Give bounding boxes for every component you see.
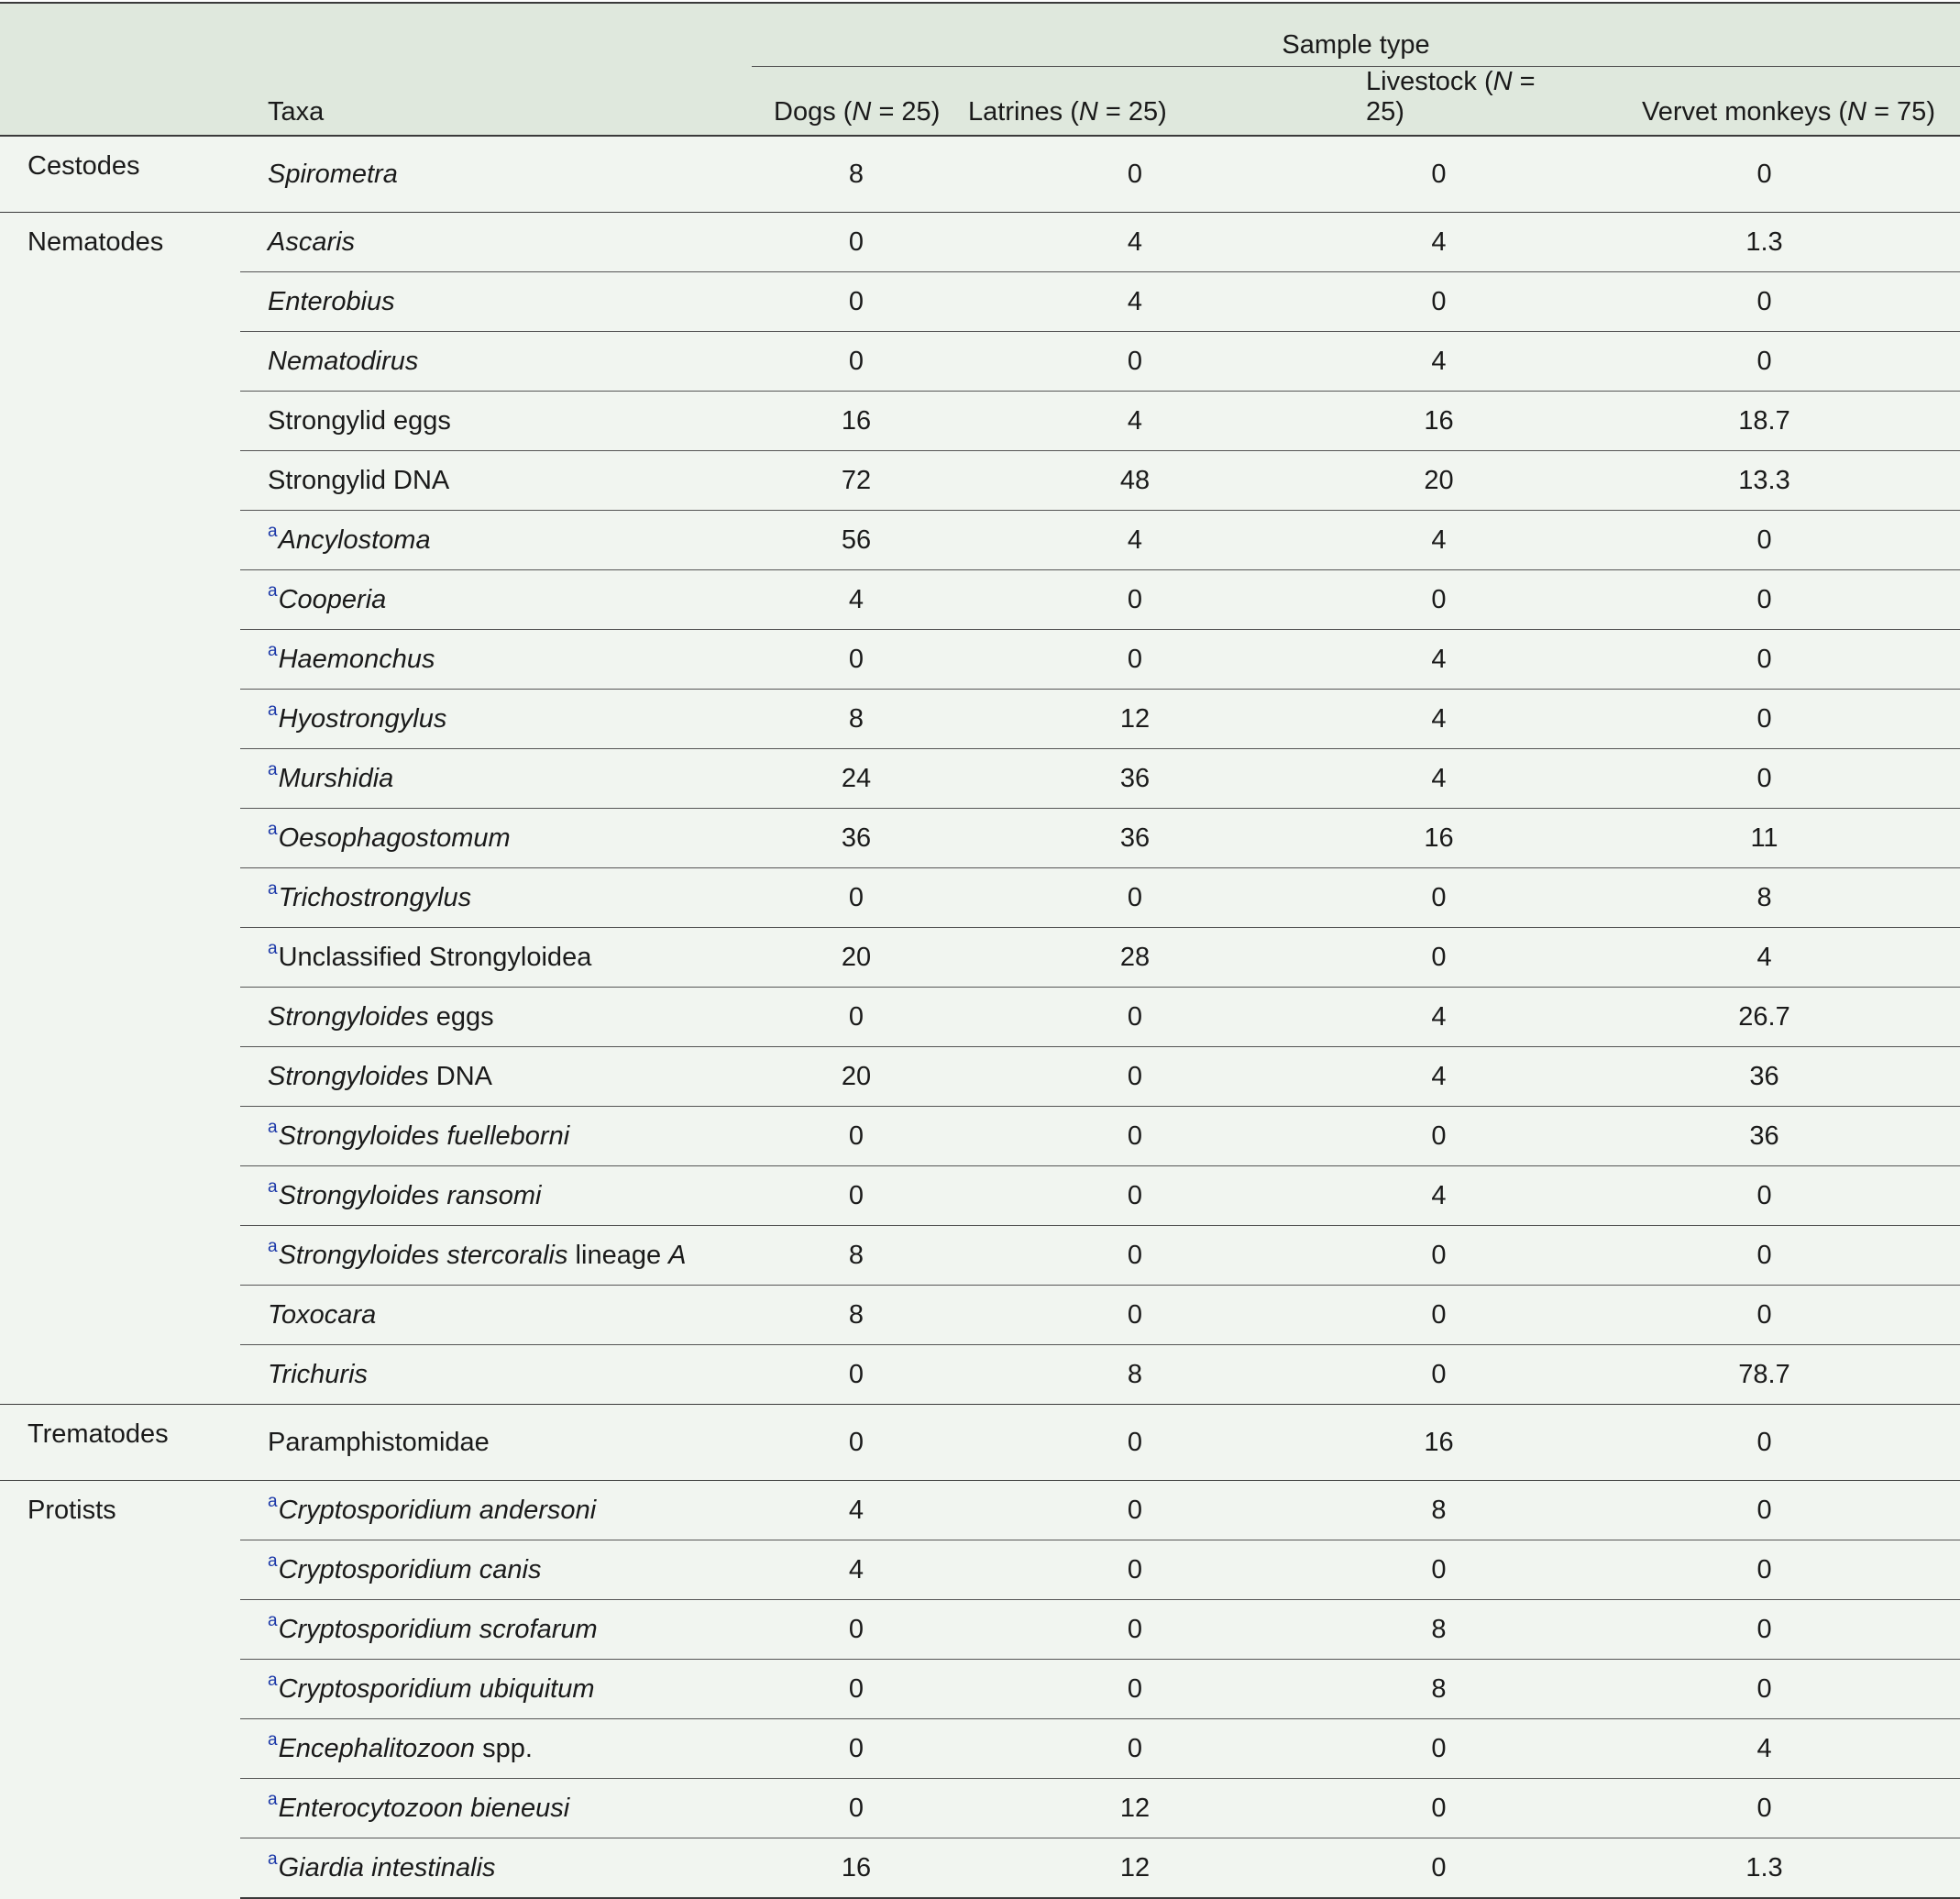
value-livestock: 0 — [1309, 868, 1569, 928]
header-empty-group — [0, 3, 240, 67]
taxon-name-part: Enterocytozoon bieneusi — [278, 1793, 570, 1823]
taxon-name-part: Hyostrongylus — [278, 703, 447, 734]
value-latrines: 0 — [961, 1405, 1309, 1481]
table-row — [0, 1660, 1960, 1719]
value-latrines: 12 — [961, 1779, 1309, 1838]
value-dogs: 4 — [752, 1481, 961, 1540]
value-vervet-monkeys: 0 — [1569, 690, 1960, 749]
taxon-name-part: Murshidia — [278, 763, 394, 793]
header-empty-taxa — [240, 3, 752, 67]
value-latrines: 0 — [961, 1107, 1309, 1166]
table-row — [0, 1047, 1960, 1107]
table-row — [0, 570, 1960, 630]
taxon-name-part: Cryptosporidium scrofarum — [278, 1614, 598, 1644]
taxon-name-part: Unclassified Strongyloidea — [278, 942, 592, 972]
taxon-name-part: Strongylid DNA — [268, 465, 450, 495]
value-dogs: 8 — [752, 1226, 961, 1286]
taxon-name-part: Haemonchus — [278, 644, 435, 674]
value-dogs: 20 — [752, 928, 961, 988]
table-row — [0, 1838, 1960, 1899]
value-latrines: 0 — [1127, 159, 1143, 189]
taxon-name-part: Strongylid eggs — [268, 405, 451, 436]
table-row — [0, 1286, 1960, 1345]
value-dogs: 4 — [752, 1540, 961, 1600]
value-dogs: 0 — [752, 272, 961, 332]
column-header-livestock: Livestock (N = 25) — [1309, 67, 1569, 137]
group-label: Cestodes — [28, 151, 140, 181]
value-vervet-monkeys: 78.7 — [1569, 1345, 1960, 1405]
table-row — [0, 213, 1960, 272]
value-latrines: 0 — [961, 1047, 1309, 1107]
value-livestock: 0 — [1309, 1226, 1569, 1286]
value-vervet-monkeys: 36 — [1569, 1047, 1960, 1107]
value-dogs: 56 — [752, 511, 961, 570]
n-label: N — [1847, 97, 1866, 127]
table-row — [0, 749, 1960, 809]
value-vervet-monkeys: 0 — [1569, 1405, 1960, 1481]
value-dogs: 0 — [752, 1166, 961, 1226]
taxon-cell — [240, 1660, 752, 1719]
taxon-cell — [240, 1405, 752, 1481]
value-dogs: 0 — [752, 332, 961, 392]
value-dogs: 0 — [752, 1405, 961, 1481]
taxon-name-part: Cryptosporidium andersoni — [278, 1495, 597, 1525]
column-header-dogs: Dogs (N = 25) — [752, 67, 961, 137]
taxon-cell — [240, 1107, 752, 1166]
prevalence-table — [0, 2, 1960, 1899]
value-dogs: 0 — [752, 213, 961, 272]
value-livestock: 0 — [1309, 1540, 1569, 1600]
taxon-cell — [240, 690, 752, 749]
value-dogs: 36 — [752, 809, 961, 868]
taxon-name-part: Paramphistomidae — [268, 1427, 490, 1457]
taxon-cell — [240, 1226, 752, 1286]
value-latrines: 48 — [961, 451, 1309, 511]
value-latrines: 36 — [961, 749, 1309, 809]
value-latrines: 0 — [961, 1600, 1309, 1660]
value-livestock: 4 — [1309, 1166, 1569, 1226]
value-dogs: 0 — [752, 868, 961, 928]
value-vervet-monkeys: 8 — [1569, 868, 1960, 928]
value-vervet-monkeys: 0 — [1569, 272, 1960, 332]
taxon-cell — [240, 1719, 752, 1779]
table-row — [0, 1719, 1960, 1779]
taxon-name-part: eggs — [428, 1001, 494, 1032]
taxon-name-part: Oesophagostomum — [278, 823, 511, 853]
value-livestock: 4 — [1309, 511, 1569, 570]
value-livestock: 4 — [1309, 630, 1569, 690]
taxon-name-part: Strongyloides — [268, 1001, 429, 1032]
value-livestock: 4 — [1309, 1047, 1569, 1107]
value-dogs: 16 — [752, 1838, 961, 1899]
taxon-cell — [240, 213, 752, 272]
table-row — [0, 1779, 1960, 1838]
taxon-name-part: Strongyloides stercoralis — [278, 1240, 568, 1270]
value-vervet-monkeys: 1.3 — [1569, 213, 1960, 272]
value-dogs: 16 — [752, 392, 961, 451]
table-row — [0, 1107, 1960, 1166]
value-vervet-monkeys: 13.3 — [1569, 451, 1960, 511]
taxon-name-part: Nematodirus — [268, 346, 419, 376]
footnote-marker: a — [268, 521, 278, 541]
value-vervet-monkeys: 0 — [1569, 332, 1960, 392]
taxon-cell — [240, 136, 752, 213]
value-livestock: 16 — [1309, 392, 1569, 451]
table-row — [0, 1166, 1960, 1226]
taxon-cell — [240, 1838, 752, 1899]
value-latrines: 0 — [961, 1540, 1309, 1600]
value-livestock: 0 — [1309, 1779, 1569, 1838]
table-row — [0, 690, 1960, 749]
table-body — [0, 136, 1960, 1898]
value-vervet-monkeys: 1.3 — [1569, 1838, 1960, 1899]
table-row — [0, 809, 1960, 868]
value-dogs: 8 — [752, 690, 961, 749]
value-latrines: 0 — [961, 1719, 1309, 1779]
footnote-marker: a — [268, 759, 278, 779]
column-name: Vervet monkeys — [1642, 97, 1832, 127]
column-header-latrines: Latrines (N = 25) — [961, 67, 1309, 137]
group-label: Nematodes — [0, 213, 240, 1405]
value-livestock: 20 — [1309, 451, 1569, 511]
taxon-cell — [240, 1779, 752, 1838]
taxon-cell — [240, 988, 752, 1047]
value-livestock: 8 — [1309, 1600, 1569, 1660]
value-dogs: 0 — [752, 1779, 961, 1838]
table-row — [0, 136, 1960, 213]
value-dogs: 0 — [752, 1660, 961, 1719]
taxon-cell — [240, 1047, 752, 1107]
table-row — [0, 868, 1960, 928]
value-vervet-monkeys: 0 — [1569, 749, 1960, 809]
value-livestock: 0 — [1309, 1286, 1569, 1345]
value-latrines: 28 — [961, 928, 1309, 988]
group-label: Protists — [0, 1481, 240, 1899]
taxon-name-part: Strongyloides fuelleborni — [278, 1121, 570, 1151]
value-livestock: 4 — [1309, 213, 1569, 272]
value-dogs: 0 — [752, 988, 961, 1047]
taxon-name-part: spp. — [475, 1733, 533, 1763]
taxon-name-part: Strongyloides ransomi — [278, 1180, 542, 1210]
value-latrines: 12 — [961, 1838, 1309, 1899]
value-vervet-monkeys: 36 — [1569, 1107, 1960, 1166]
taxon-cell — [240, 570, 752, 630]
value-dogs: 0 — [752, 630, 961, 690]
value-livestock: 0 — [1309, 1107, 1569, 1166]
value-latrines: 0 — [961, 570, 1309, 630]
taxon-cell — [240, 451, 752, 511]
value-vervet-monkeys: 0 — [1569, 1481, 1960, 1540]
header-empty-group-2 — [0, 67, 240, 137]
table-row — [0, 1345, 1960, 1405]
value-latrines: 36 — [961, 809, 1309, 868]
value-vervet-monkeys: 0 — [1569, 1226, 1960, 1286]
taxon-name-part: lineage — [567, 1240, 669, 1270]
value-livestock: 8 — [1309, 1481, 1569, 1540]
table-row — [0, 332, 1960, 392]
value-dogs: 8 — [752, 1286, 961, 1345]
n-value: = 25 — [1366, 67, 1536, 127]
value-latrines: 0 — [961, 868, 1309, 928]
taxon-name-part: Cooperia — [278, 584, 387, 614]
value-dogs: 0 — [752, 1107, 961, 1166]
footnote-marker: a — [268, 1117, 278, 1137]
value-latrines: 4 — [961, 272, 1309, 332]
value-latrines: 0 — [961, 1166, 1309, 1226]
value-vervet-monkeys: 0 — [1756, 159, 1772, 189]
taxon-name-part: DNA — [428, 1061, 493, 1091]
table-row — [0, 1540, 1960, 1600]
taxon-cell — [240, 1540, 752, 1600]
taxon-name-part: Strongyloides — [268, 1061, 429, 1091]
footnote-marker: a — [268, 580, 278, 601]
value-livestock: 4 — [1309, 988, 1569, 1047]
footnote-marker: a — [268, 1670, 278, 1690]
value-livestock: 16 — [1309, 809, 1569, 868]
footnote-marker: a — [268, 819, 278, 839]
column-header-vervet-monkeys: Vervet monkeys (N = 75) — [1569, 67, 1960, 137]
value-livestock: 0 — [1309, 272, 1569, 332]
footnote-marker: a — [268, 640, 278, 660]
column-name: Dogs — [774, 97, 836, 127]
taxon-cell — [240, 630, 752, 690]
footnote-marker: a — [268, 1491, 278, 1511]
taxon-cell — [240, 272, 752, 332]
n-label: N — [852, 97, 872, 127]
value-latrines: 12 — [961, 690, 1309, 749]
taxon-name-part: Cryptosporidium canis — [278, 1554, 542, 1584]
value-vervet-monkeys: 0 — [1569, 1600, 1960, 1660]
value-vervet-monkeys: 4 — [1569, 1719, 1960, 1779]
value-livestock: 0 — [1309, 570, 1569, 630]
value-dogs: 0 — [752, 1600, 961, 1660]
taxon-cell — [240, 1600, 752, 1660]
taxon-cell — [240, 1345, 752, 1405]
footnote-marker: a — [268, 1729, 278, 1750]
n-value: = 75 — [1874, 97, 1927, 127]
taxon-name-part: A — [668, 1240, 687, 1270]
table-row — [0, 272, 1960, 332]
value-vervet-monkeys: 0 — [1569, 630, 1960, 690]
table-row — [0, 630, 1960, 690]
value-dogs: 8 — [848, 159, 864, 189]
value-vervet-monkeys: 0 — [1569, 570, 1960, 630]
value-latrines: 0 — [961, 1286, 1309, 1345]
value-livestock: 4 — [1309, 749, 1569, 809]
value-latrines: 0 — [961, 1226, 1309, 1286]
footnote-marker: a — [268, 1176, 278, 1197]
value-vervet-monkeys: 0 — [1569, 1660, 1960, 1719]
table-row — [0, 511, 1960, 570]
group-label: Trematodes — [0, 1405, 240, 1481]
footnote-marker: a — [268, 1610, 278, 1630]
value-latrines: 0 — [961, 988, 1309, 1047]
value-latrines: 0 — [961, 630, 1309, 690]
value-vervet-monkeys: 4 — [1569, 928, 1960, 988]
value-livestock: 0 — [1309, 1838, 1569, 1899]
taxon-cell — [240, 511, 752, 570]
taxon-cell — [240, 1166, 752, 1226]
taxa-header: Taxa — [240, 67, 752, 137]
value-vervet-monkeys: 26.7 — [1569, 988, 1960, 1047]
value-dogs: 0 — [752, 1719, 961, 1779]
taxon-name-part: Toxocara — [268, 1299, 377, 1330]
value-vervet-monkeys: 0 — [1569, 1166, 1960, 1226]
table-row — [0, 928, 1960, 988]
taxon-name-part: Ascaris — [268, 226, 356, 257]
value-livestock: 0 — [1309, 928, 1569, 988]
taxon-name-part: Trichuris — [268, 1359, 369, 1389]
column-name: Latrines — [968, 97, 1063, 127]
footnote-marker: a — [268, 938, 278, 958]
value-latrines: 0 — [961, 332, 1309, 392]
taxon-name-part: Spirometra — [268, 159, 398, 189]
sample-type-header: Sample type — [752, 3, 1960, 67]
value-latrines: 0 — [961, 1660, 1309, 1719]
footnote-marker: a — [268, 1236, 278, 1256]
value-latrines: 4 — [961, 213, 1309, 272]
n-value: = 25 — [878, 97, 931, 127]
taxon-cell — [240, 1481, 752, 1540]
value-vervet-monkeys: 0 — [1569, 1286, 1960, 1345]
footnote-marker: a — [268, 1551, 278, 1571]
value-vervet-monkeys: 0 — [1569, 1779, 1960, 1838]
table-row — [0, 451, 1960, 511]
value-vervet-monkeys: 0 — [1569, 511, 1960, 570]
taxon-cell — [240, 809, 752, 868]
value-dogs: 0 — [752, 1345, 961, 1405]
n-label: N — [1492, 67, 1513, 96]
value-livestock: 0 — [1309, 1345, 1569, 1405]
taxon-name-part: Trichostrongylus — [278, 882, 472, 912]
value-latrines: 8 — [961, 1345, 1309, 1405]
table-row — [0, 988, 1960, 1047]
value-latrines: 4 — [961, 511, 1309, 570]
n-label: N — [1078, 97, 1098, 127]
value-vervet-monkeys: 18.7 — [1569, 392, 1960, 451]
column-name: Livestock — [1366, 67, 1477, 96]
table-row — [0, 1226, 1960, 1286]
taxon-name-part: Cryptosporidium ubiquitum — [278, 1673, 595, 1704]
taxon-cell — [240, 928, 752, 988]
taxon-name-part: Encephalitozoon — [278, 1733, 476, 1763]
taxon-cell — [240, 392, 752, 451]
table-row — [0, 392, 1960, 451]
value-dogs: 72 — [752, 451, 961, 511]
taxon-name-part: Enterobius — [268, 286, 395, 316]
footnote-marker: a — [268, 878, 278, 899]
taxon-cell — [240, 332, 752, 392]
table-row — [0, 1405, 1960, 1481]
value-livestock: 8 — [1309, 1660, 1569, 1719]
value-livestock: 16 — [1309, 1405, 1569, 1481]
value-livestock: 4 — [1309, 332, 1569, 392]
taxon-cell — [240, 749, 752, 809]
value-livestock: 0 — [1431, 159, 1447, 189]
footnote-marker: a — [268, 700, 278, 720]
value-livestock: 4 — [1309, 690, 1569, 749]
value-vervet-monkeys: 0 — [1569, 1540, 1960, 1600]
footnote-marker: a — [268, 1789, 278, 1809]
n-value: = 25 — [1105, 97, 1159, 127]
table-row — [0, 1600, 1960, 1660]
value-latrines: 0 — [961, 1481, 1309, 1540]
value-latrines: 4 — [961, 392, 1309, 451]
value-dogs: 20 — [752, 1047, 961, 1107]
taxon-cell — [240, 1286, 752, 1345]
taxon-name-part: Ancylostoma — [278, 524, 431, 555]
value-dogs: 24 — [752, 749, 961, 809]
taxon-name-part: Giardia intestinalis — [278, 1852, 496, 1882]
taxon-cell — [240, 868, 752, 928]
table-header — [0, 3, 1960, 136]
value-livestock: 0 — [1309, 1719, 1569, 1779]
table-row — [0, 1481, 1960, 1540]
value-vervet-monkeys: 11 — [1569, 809, 1960, 868]
value-dogs: 4 — [752, 570, 961, 630]
footnote-marker: a — [268, 1849, 278, 1869]
